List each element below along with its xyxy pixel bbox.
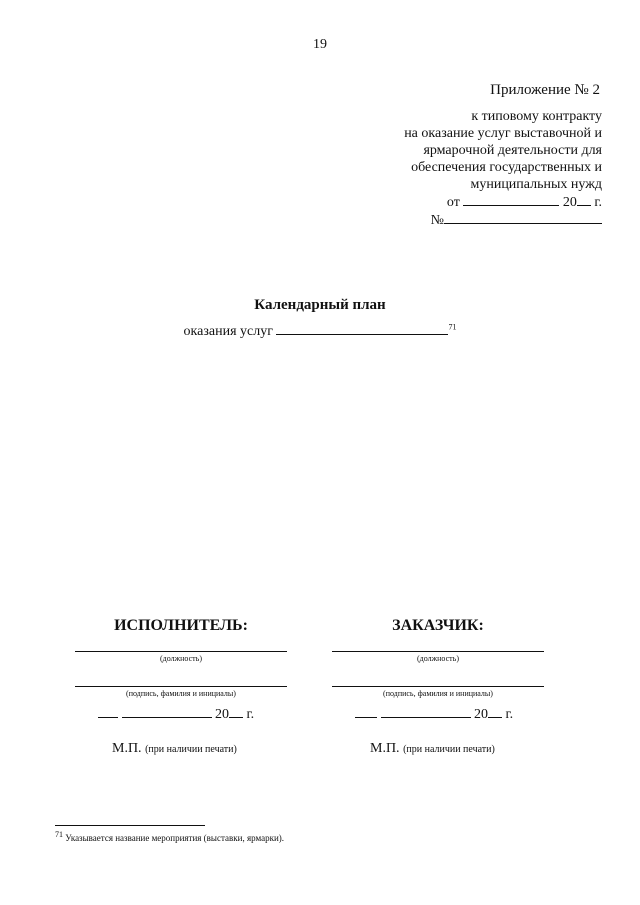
footnote (55, 830, 285, 843)
customer-date-line (355, 705, 513, 723)
executor-month-blank[interactable] (122, 705, 212, 718)
date-year: 20 (562, 195, 577, 210)
date-blank[interactable] (463, 193, 559, 206)
customer-year-blank[interactable] (488, 705, 502, 718)
customer-position-line[interactable] (332, 651, 544, 652)
executor-title: ИСПОЛНИТЕЛЬ: (114, 617, 248, 634)
customer-title: ЗАКАЗЧИК: (392, 617, 484, 634)
year-blank[interactable] (577, 193, 591, 206)
appendix-title: Приложение № 2 (490, 82, 600, 98)
customer-date-suffix: г. (505, 707, 514, 722)
footnote-ref: 71 (448, 322, 457, 332)
customer-day-blank[interactable] (355, 705, 377, 718)
subtitle-text: оказания услуг (183, 324, 273, 339)
customer-stamp (370, 741, 495, 757)
appendix-block (404, 108, 602, 229)
executor-signature-caption: (подпись, фамилия и инициалы) (126, 689, 236, 698)
document-title: Календарный план (254, 297, 386, 313)
footnote-text: Указывается название мероприятия (выставки, ярмарки). (65, 833, 285, 843)
executor-position-caption: (должность) (160, 654, 202, 663)
number-prefix: № (430, 213, 444, 228)
executor-position-line[interactable] (75, 651, 287, 652)
customer-stamp-label: М.П. (370, 741, 400, 756)
executor-stamp-note: (при наличии печати) (145, 744, 237, 755)
customer-signature-caption: (подпись, фамилия и инициалы) (383, 689, 493, 698)
appendix-line: к типовому контракту (471, 109, 602, 124)
executor-signature-line[interactable] (75, 686, 287, 687)
number-blank[interactable] (444, 211, 602, 224)
customer-position-caption: (должность) (417, 654, 459, 663)
executor-stamp-label: М.П. (112, 741, 142, 756)
executor-day-blank[interactable] (98, 705, 118, 718)
executor-stamp (112, 741, 237, 757)
date-suffix: г. (594, 195, 602, 210)
date-prefix: от (446, 195, 460, 210)
footnote-mark: 71 (55, 830, 63, 839)
executor-date-line (98, 705, 254, 723)
executor-year-blank[interactable] (229, 705, 243, 718)
customer-date-year: 20 (474, 707, 488, 722)
appendix-line: на оказание услуг выставочной и (404, 126, 602, 141)
customer-month-blank[interactable] (381, 705, 471, 718)
appendix-line: обеспечения государственных и (411, 160, 602, 175)
customer-stamp-note: (при наличии печати) (403, 744, 495, 755)
appendix-line: ярмарочной деятельности для (423, 143, 602, 158)
executor-date-year: 20 (215, 707, 229, 722)
appendix-date-line (404, 193, 602, 211)
page-number: 19 (313, 37, 327, 52)
appendix-line: муниципальных нужд (470, 177, 602, 192)
customer-signature-line[interactable] (332, 686, 544, 687)
footnote-divider (55, 825, 205, 826)
document-subtitle (0, 322, 640, 340)
service-name-blank[interactable] (276, 322, 448, 335)
appendix-number-line (404, 211, 602, 229)
executor-date-suffix: г. (246, 707, 255, 722)
